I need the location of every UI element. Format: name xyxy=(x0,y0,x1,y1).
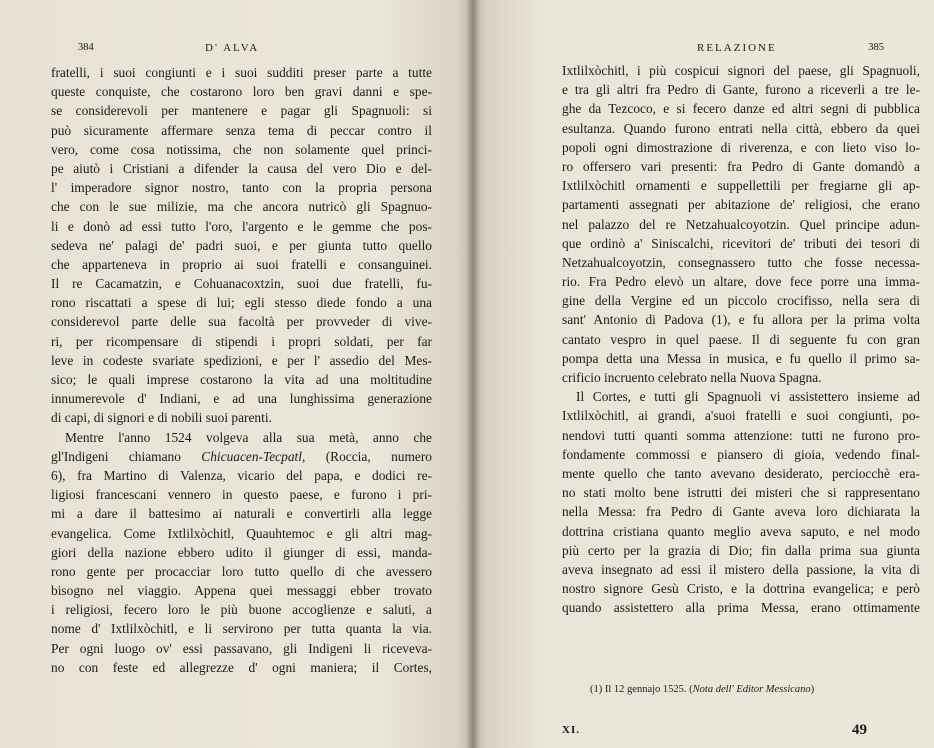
text-line: Ixtlilxòchitl, i più cospicui signori del paese, gli Spagnuoli, xyxy=(562,63,920,78)
text-line: Il Cortes, e tutti gli Spagnuoli vi assistettero insieme ad xyxy=(576,389,920,405)
sheet-number: 49 xyxy=(852,722,867,738)
right-running-title: RELAZIONE xyxy=(697,42,777,54)
text-line: Ixtlilxòchitl, ai grandi, a'suoi fratelli e suoi congiunti, po- xyxy=(562,408,920,424)
text-line: popoli ogni dimostrazione di riverenza, e con lieto viso lo- xyxy=(562,139,920,155)
text-line: esultanza. Quando furono entrati nella città, ebbero da quei xyxy=(562,120,920,136)
text-line: gine della Vergine ed un piccolo crocifisso, nella sera di xyxy=(562,293,920,309)
text-line: mente quello che tanto avevano desiderato, perciocchè era- xyxy=(562,465,920,481)
text-line: sant' Antonio di Padova (1), e fu allora per la prima volta xyxy=(562,312,920,328)
left-page-number: 384 xyxy=(78,42,94,53)
text-line: può sicuramente affermare senza tema di peccar contro il xyxy=(51,122,432,138)
text-line: sedeva ne' palagi de' padri suoi, e per giunta tutto quello xyxy=(51,237,432,253)
footnote xyxy=(590,684,910,695)
text-line: 6), fra Martino di Valenza, vicario del papa, e dodici re- xyxy=(51,467,432,483)
text-line: vero, come cosa notissima, che non solamente quel princi- xyxy=(51,141,432,157)
text-line: no con feste ed allegrezze d' ogni maniera; il Cortes, xyxy=(51,659,432,675)
text-line: Ixtlilxòchitl ornamenti e suppellettili per fregiarne gli ap- xyxy=(562,178,920,194)
text-line: Mentre l'anno 1524 volgeva alla sua metà, anno che xyxy=(65,429,432,445)
text-line: pompa detta una Messa in musica, e fu quello il primo sa- xyxy=(562,350,920,366)
text-line: rio. Fra Pedro elevò un altare, dove fece porre una imma- xyxy=(562,274,920,290)
text-line: pe aiutò i Cristiani a difender la causa del vero Dio e del- xyxy=(51,160,432,176)
text-line: leve in codeste svariate spedizioni, e per l' assedio del Mes- xyxy=(51,352,432,368)
text-line: partamenti assegnati per abitazione de' religiosi, che erano xyxy=(562,197,920,213)
footnote-italic: Nota dell' Editor Messicano xyxy=(692,684,811,695)
text-line: sico; le quali imprese costarono la vita ad una moltitudine xyxy=(51,372,432,387)
text-line: nel palazzo del re Netzahualcoyotzin. Quel principe adun- xyxy=(562,216,920,232)
text-line: que ordinò a' Siniscalchi, ricevitori de' tributi dei tesori di xyxy=(562,235,920,251)
text-line: che con le sue milizie, ma che ancora nutricò gli Spagnuo- xyxy=(51,199,432,215)
text-line: ligiosi francescani vennero in questo paese, e furono i pri- xyxy=(51,487,432,503)
text-line-with-italic xyxy=(51,447,432,466)
text-line: ri, per ricompensare di stipendi i propri soldati, per far xyxy=(51,333,432,349)
left-running-title: D' ALVA xyxy=(205,42,260,54)
text-line: ghe da Tezcoco, e si fecero danze ed altri segni di pubblica xyxy=(562,101,920,117)
text-line: li e donò ad essi tutto l'oro, l'argento e le gemme che pos- xyxy=(51,218,432,234)
right-page xyxy=(472,0,934,748)
text-line: Netzahualcoyotzin, consegnassero tutto che fosse necessa- xyxy=(562,254,920,270)
text-line: aveva insegnato ad essi il mistero della passione, la vita di xyxy=(562,561,920,577)
text-line: giori della nazione ebbero udito il giunger di essi, manda- xyxy=(51,544,432,560)
text-line: Per ogni luogo ov' essi passavano, gli Indigeni li riceveva- xyxy=(51,640,432,656)
text-line: fratelli, i suoi congiunti e i suoi sudditi preser parte a tutte xyxy=(51,65,432,80)
text-line: cantato vespro in quel paese. Il di seguente fu con gran xyxy=(562,331,920,347)
text-line: mi a dare il battesimo ai naturali e convertirli alla legge xyxy=(51,506,432,522)
text-line: nella Messa: fra Pedro di Gante aveva loro dichiarata la xyxy=(562,504,920,520)
right-body-text xyxy=(562,61,920,617)
text-line: evangelica. Come Ixtlilxòchitl, Quauhtemoc e gli altri mag- xyxy=(51,525,432,541)
text-fragment: , (Roccia, numero xyxy=(301,448,432,464)
text-line: rono riscattati a spese di lui; egli stesso diede fondo a una xyxy=(51,295,432,311)
text-line: considerevol parte delle sua facoltà per provveder di vive- xyxy=(51,314,432,330)
text-line: l' imperadore signor nostro, tanto con la propria persona xyxy=(51,180,432,196)
text-line: nendovi tutti quanti somma attenzione: tutti ne furono pro- xyxy=(562,427,920,443)
footnote-text-end: ) xyxy=(810,684,815,695)
text-line: nostro signore Gesù Cristo, e la dottrina evangelica; e però xyxy=(562,581,920,597)
text-line: i religiosi, fecero loro le più buone accoglienze e saluti, a xyxy=(51,602,432,618)
text-line: Il re Cacamatzin, e Cohuanacoxtzin, suoi due fratelli, fu- xyxy=(51,276,432,292)
book-gutter xyxy=(466,0,480,748)
signature-mark: XI. xyxy=(562,724,580,736)
text-line: più certo per la grazia di Dio; fin dalla prima sua giunta xyxy=(562,542,920,558)
text-line: e tra gli altri fra Pedro di Gante, furono a riceverli a tre le- xyxy=(562,82,920,98)
text-line: no stati molto bene istrutti dei misteri che si rappresentano xyxy=(562,485,920,501)
text-line: innumerevole d' Indiani, e ad una lunghissima generazione xyxy=(51,391,432,407)
text-line: se considerevoli per mantenere e pagar gli Spagnuoli: si xyxy=(51,103,432,119)
italic-term: Chicuacen-Tecpatl xyxy=(201,448,302,464)
left-body-text xyxy=(51,63,432,677)
text-line: rono gente per procacciar loro tutto quello di che avessero xyxy=(51,563,432,579)
right-page-number: 385 xyxy=(868,42,884,53)
text-line: quando assistettero alla prima Messa, erano ottimamente xyxy=(562,600,920,616)
text-line: bisogno nel viaggio. Appena quei messaggi ebber trovato xyxy=(51,583,432,599)
text-line: ro offersero vari presenti: fra Pedro di Gante domandò a xyxy=(562,158,920,174)
footnote-text: (1) Il 12 gennajo 1525. ( xyxy=(590,684,693,695)
text-line: queste conquiste, che costarono loro ben gravi danni e spe- xyxy=(51,84,432,100)
text-line: nome d' Ixtlilxòchitl, e li servirono per tutta quanta la via. xyxy=(51,621,432,637)
text-line: di capi, di signori e di nobili suoi parenti. xyxy=(51,410,272,426)
text-line: che apparteneva in proprio ai suoi fratelli e consanguinei. xyxy=(51,256,432,272)
text-line: fondamente commossi e piansero di gioia, vedendo final- xyxy=(562,446,920,462)
text-line: dottrina cristiana quanto meglio aveva saputo, e nel modo xyxy=(562,523,920,539)
text-fragment: gl'Indigeni chiamano xyxy=(51,448,202,464)
text-line: crificio incruento celebrato nella Nuova Spagna. xyxy=(562,370,822,385)
